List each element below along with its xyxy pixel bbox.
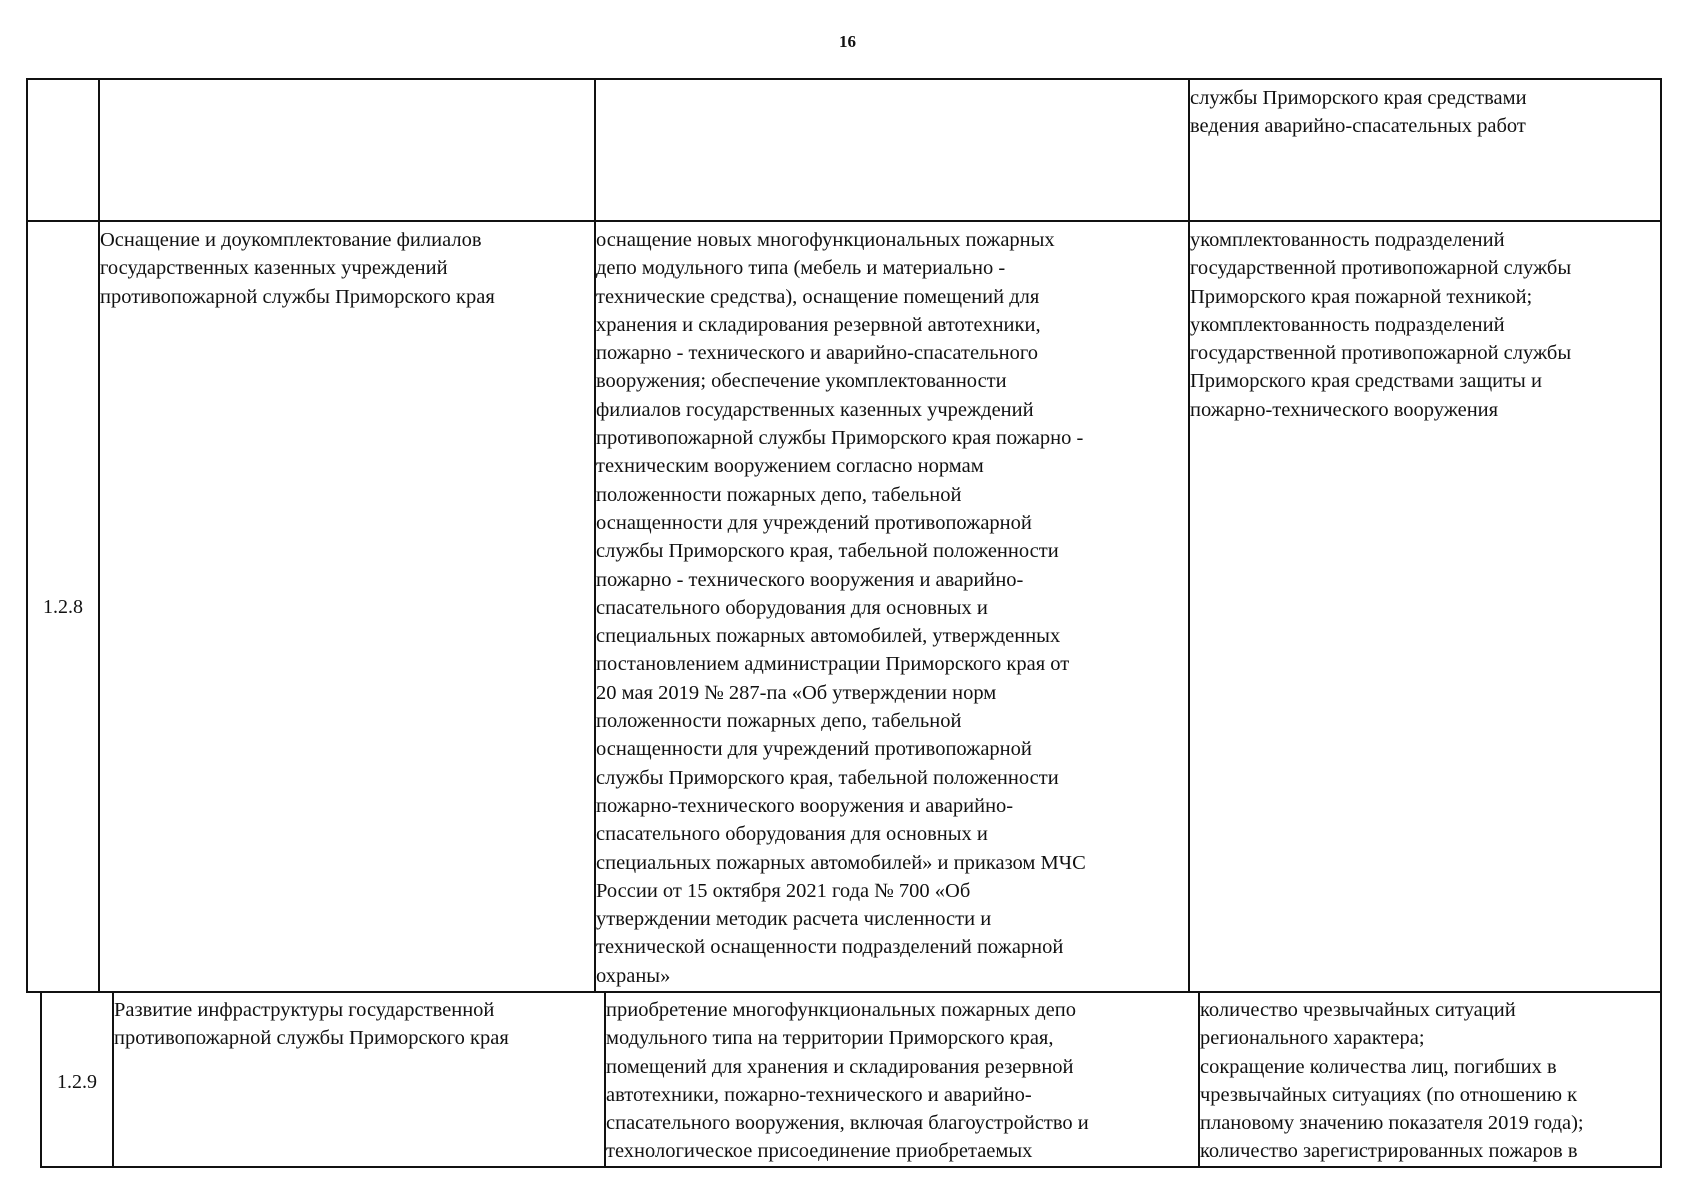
indicator-line: количество чрезвычайных ситуаций [1200,999,1516,1021]
row-number-1-2-9: 1.2.9 [57,1071,97,1093]
content-line: положенности пожарных депо, табельной [596,483,962,506]
content-line: 20 мая 2019 № 287-па «Об утверждении норм [596,681,997,704]
content-line: помещений для хранения и складирования резервной [606,1055,1074,1078]
content-line: оснащение новых многофункциональных пожарных [596,229,1055,251]
content-line: хранения и складирования резервной автотехники, [596,313,1041,336]
content-line: вооружения; обеспечение укомплектованности [596,370,1007,393]
measure-line: противопожарной службы Приморского края [100,285,495,308]
indicator-line: ведения аварийно-спасательных работ [1190,115,1526,138]
indicator-line: укомплектованность подразделений [1190,313,1505,336]
content-line: специальных пожарных автомобилей, утвержденных [596,625,1061,648]
indicator-line: количество зарегистрированных пожаров в [1200,1140,1578,1163]
content-line: утверждении методик расчета численности и [596,908,992,931]
indicator-line: плановому значению показателя 2019 года); [1200,1112,1584,1135]
content-line: технические средства), оснащение помещений для [596,285,1040,308]
content-line: модульного типа на территории Приморского края, [606,1027,1054,1050]
col-border-right-b [1660,991,1662,1168]
content-line: спасательного вооружения, включая благоустройство и [606,1112,1089,1135]
content-line: спасательного оборудования для основных и [596,823,988,846]
content-line: оснащенности для учреждений противопожарной [596,511,1032,534]
row3-indicator-cell [1200,996,1658,1164]
content-line: спасательного оборудования для основных и [596,596,988,619]
table-border-bottom [40,1166,1662,1168]
content-line: депо модульного типа (мебель и материально - [596,257,1006,280]
row-divider-1 [26,220,1662,222]
content-line: положенности пожарных депо, табельной [596,710,962,733]
content-line: технологическое присоединение приобретаемых [606,1140,1033,1163]
content-line: оснащенности для учреждений противопожарной [596,738,1032,761]
indicator-line: сокращение количества лиц, погибших в [1200,1055,1557,1078]
content-line: службы Приморского края, табельной положенности [596,540,1059,563]
content-line: специальных пожарных автомобилей» и приказом МЧС [596,851,1086,874]
measure-line: Развитие инфраструктуры государственной [114,999,495,1021]
indicator-line: Приморского края средствами защиты и [1190,370,1542,393]
indicator-line: пожарно-технического вооружения [1190,398,1499,421]
indicator-line: службы Приморского края средствами [1190,87,1527,109]
row3-content-cell [606,996,1198,1164]
row2-measure-cell [100,226,592,311]
page-number: 16 [839,32,856,51]
measure-line: государственных казенных учреждений [100,257,448,280]
measure-line: противопожарной службы Приморского края [114,1027,509,1050]
content-line: приобретение многофункциональных пожарных депо [606,999,1076,1021]
content-line: пожарно - технического вооружения и аварийно- [596,568,1024,591]
row-number-1-2-8: 1.2.8 [43,596,83,618]
row2-content-cell [596,226,1190,990]
indicator-line: укомплектованность подразделений [1190,229,1505,251]
measure-line: Оснащение и доукомплектование филиалов [100,229,482,251]
content-line: автотехники, пожарно-технического и аварийно- [606,1083,1032,1106]
content-line: России от 15 октября 2021 года № 700 «Об [596,879,971,902]
indicator-line: государственной противопожарной службы [1190,342,1572,365]
row3-measure-cell [114,996,602,1053]
content-line: техническим вооружением согласно нормам [596,455,984,478]
indicator-line: регионального характера; [1200,1027,1425,1050]
col-border-left-a [26,78,28,992]
row2-indicator-cell [1190,226,1658,424]
table-border-top [26,78,1662,80]
indicator-line: чрезвычайных ситуациях (по отношению к [1200,1083,1578,1106]
content-line: охраны» [596,964,671,987]
content-line: пожарно-технического вооружения и аварийно- [596,794,1014,817]
indicator-line: государственной противопожарной службы [1190,257,1572,280]
content-line: филиалов государственных казенных учреждений [596,398,1034,421]
content-line: службы Приморского края, табельной положенности [596,766,1059,789]
col-border-right-a [1660,78,1662,992]
indicator-line: Приморского края пожарной техникой; [1190,285,1533,308]
content-line: пожарно - технического и аварийно-спасательного [596,342,1038,365]
col-border-1a [98,78,100,992]
content-line: технической оснащенности подразделений пожарной [596,936,1064,959]
row1-indicator-cell [1190,84,1658,141]
row-divider-2 [26,991,1662,993]
content-line: противопожарной службы Приморского края пожарно - [596,427,1084,450]
content-line: постановлением администрации Приморского края от [596,653,1070,676]
